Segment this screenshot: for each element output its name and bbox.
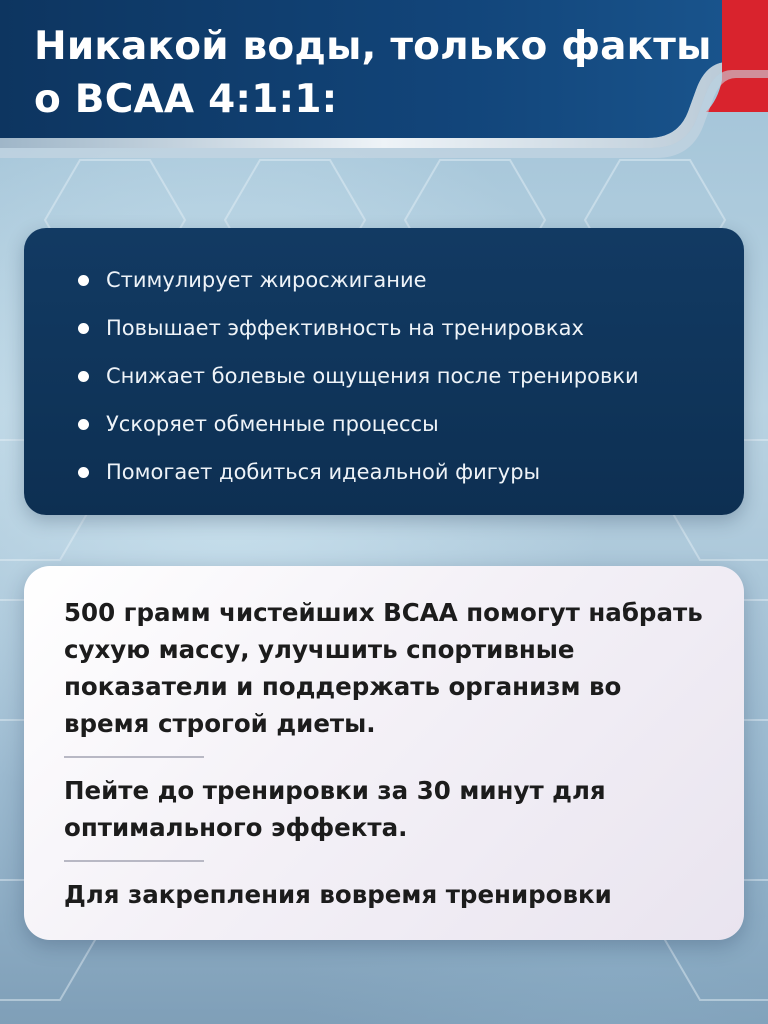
- benefit-text: Снижает болевые ощущения после тренировки: [106, 364, 639, 388]
- title-line-2: о BCAA 4:1:1:: [34, 77, 338, 122]
- bullet-icon: [78, 323, 89, 334]
- benefit-item: [78, 256, 744, 304]
- bullet-icon: [78, 419, 89, 430]
- info-card: [24, 566, 744, 940]
- bullet-icon: [78, 275, 89, 286]
- benefit-text: Ускоряет обменные процессы: [106, 412, 439, 436]
- divider: [64, 756, 204, 758]
- benefit-item: [78, 448, 744, 496]
- benefit-item: [78, 352, 744, 400]
- info-paragraph-timing: Пейте до тренировки за 30 минут для оптимального эффекта.: [64, 776, 606, 842]
- info-paragraph-during: Для закрепления вовремя тренировки: [64, 880, 612, 909]
- divider: [64, 860, 204, 862]
- benefit-item: [78, 304, 744, 352]
- header-banner: [0, 0, 768, 165]
- bullet-icon: [78, 467, 89, 478]
- benefit-text: Стимулирует жиросжигание: [106, 268, 427, 292]
- benefits-card: [24, 228, 744, 515]
- title-line-1: Никакой воды, только факты: [34, 24, 712, 69]
- bullet-icon: [78, 371, 89, 382]
- info-paragraph-mass: 500 грамм чистейших BCAA помогут набрать сухую массу, улучшить спортивные показатели и поддержать организм во время строгой диеты.: [64, 598, 703, 738]
- benefit-text: Повышает эффективность на тренировках: [106, 316, 584, 340]
- benefit-item: [78, 400, 744, 448]
- page-title: [34, 20, 724, 126]
- benefit-text: Помогает добиться идеальной фигуры: [106, 460, 541, 484]
